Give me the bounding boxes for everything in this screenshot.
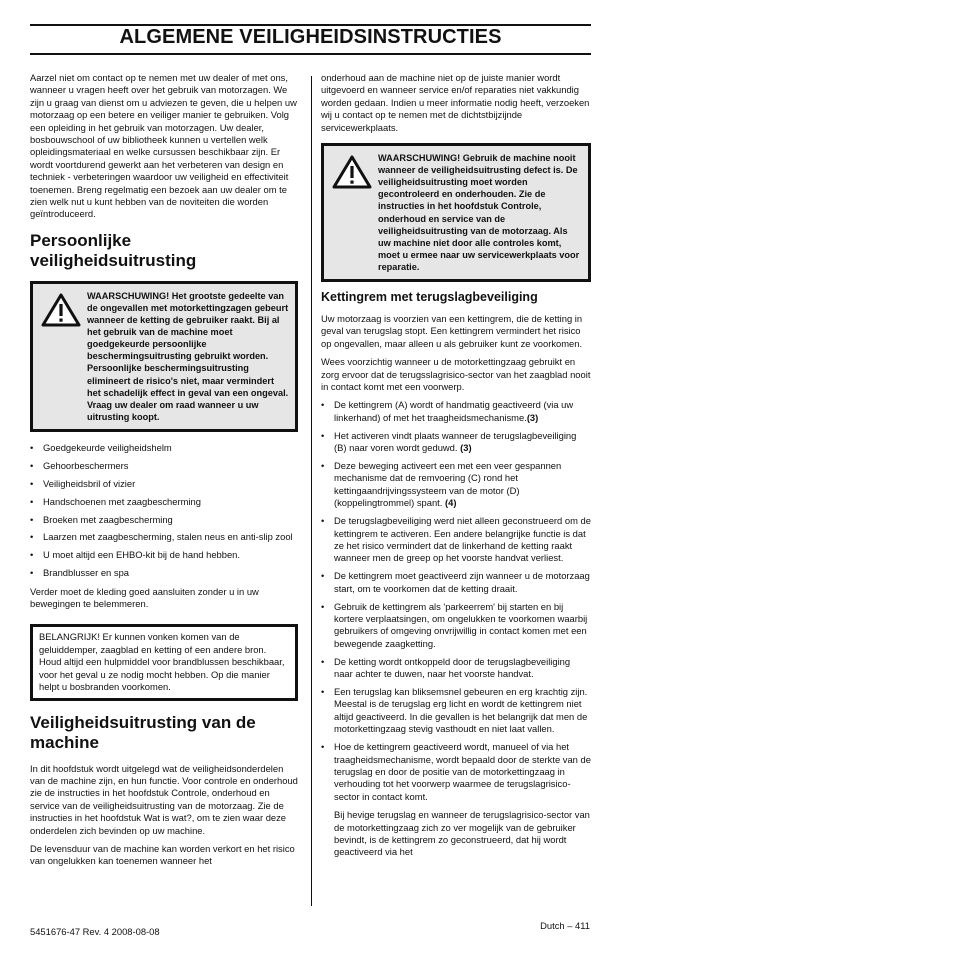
document-id: 5451676-47 Rev. 4 2008-08-08 <box>30 926 160 937</box>
machine-safety-paragraph-2: De levensduur van de machine kan worden verkort en het risico van ongelukken kan toenemen wanneer het <box>30 842 295 867</box>
maintenance-paragraph: onderhoud aan de machine niet op de juiste manier wordt uitgevoerd en wanneer service en/of reparaties niet vakkundig worden gedaan. Indien u meer informatie nodig heeft, verzoeken wij u contact op te nemen met de dichtstbijzijnde servicewerkplaats. <box>321 72 590 133</box>
header-rule-bottom <box>30 53 591 55</box>
list-item: • Gebruik de kettingrem als 'parkeerrem' bij starten en bij kortere verplaatsingen, om ongelukken te voorkomen waarbij gebruikers of omgeving onvrijwillig in contact komen met een bewegende zaagketting. <box>321 601 591 651</box>
list-item: • Laarzen met zaagbescherming, stalen neus en anti-slip zool <box>30 531 298 543</box>
warning-triangle-icon <box>332 152 378 273</box>
list-item: • De ketting wordt ontkoppeld door de terugslagbeveiliging naar achter te duwen, naar het voorste handvat. <box>321 656 591 681</box>
page-number: Dutch – 411 <box>540 920 590 931</box>
list-item: • De kettingrem moet geactiveerd zijn wanneer u de motorzaag start, om te voorkomen dat de ketting draait. <box>321 570 591 595</box>
list-item: • Deze beweging activeert een met een veer gespannen mechanisme dat de remvoering (C) rond het kettingaandrijvingssysteem van de motor (D) (koppelingtrommel) spant. (4) <box>321 460 591 510</box>
page-title: ALGEMENE VEILIGHEIDSINSTRUCTIES <box>119 26 502 48</box>
list-item: • Veiligheidsbril of vizier <box>30 478 298 490</box>
warning-text-machine: WAARSCHUWING! Gebruik de machine nooit wanneer de veiligheidsuitrusting defect is. De veiligheidsuitrusting moet worden gecontroleerd en onderhouden. Zie de instructies in het hoofdstuk Controle, onderhoud en service van de veiligheidsuitrusting van de motorzaag. Als uw machine niet door alle controles komt, moet u ermee naar uw servicewerkplaats voor reparatie. <box>378 153 580 272</box>
list-item: • Het activeren vindt plaats wanneer de terugslagbeveiliging (B) naar voren wordt geduwd. (3) <box>321 430 591 455</box>
list-item: • Een terugslag kan bliksemsnel gebeuren en erg krachtig zijn. Meestal is de terugslag erg licht en wordt de kettingrem niet altijd geactiveerd. In die gevallen is het belangrijk dat men de motorkettingzaag stevig vasthoudt en niet laat vallen. <box>321 686 591 736</box>
chain-brake-paragraph-3: Bij hevige terugslag en wanneer de terugslagrisico-sector van de motorkettingzaag zich zo ver mogelijk van de gebruiker bevindt, is de kettingrem zo geconstrueerd, dat hij wordt geactiveerd via het <box>334 809 590 858</box>
chain-brake-paragraph-2: Wees voorzichtig wanneer u de motorkettingzaag gebruikt en zorg ervoor dat de terugsslagrisico-sector van het zaagblad nooit in contact komt met een voorwerp. <box>321 356 591 392</box>
important-notice-box: BELANGRIJK! Er kunnen vonken komen van de geluiddemper, zaagblad en ketting of een andere bron. Houd altijd een hulpmiddel voor brandblussen beschikbaar, voor het geval u ze nodig mocht hebben. Op die manier helpt u bosbranden voorkomen. <box>30 624 298 700</box>
list-item: • Hoe de kettingrem geactiveerd wordt, manueel of via het traagheidsmechanisme, wordt bepaald door de sterkte van de terugslag en door de positie van de motorkettingzaag in verhouding tot het voorwerp waarmee de terugslagrisico-sector in contact komt. <box>321 741 591 803</box>
list-item: • U moet altijd een EHBO-kit bij de hand hebben. <box>30 549 298 561</box>
list-item: • Goedgekeurde veiligheidshelm <box>30 442 298 454</box>
warning-box-machine <box>321 143 591 282</box>
list-item: • Handschoenen met zaagbescherming <box>30 496 298 508</box>
section-heading-machine-safety: Veiligheidsuitrusting van de machine <box>30 712 256 752</box>
machine-safety-paragraph-1: In dit hoofdstuk wordt uitgelegd wat de veiligheidsonderdelen van de machine zijn, en hun functie. Voor controle en onderhoud zie de instructies in het hoofdstuk Controle, onderhoud en service van de veiligheidsuitrusting van de motorzaag. Zie de instructies in het hoofdstuk Wat is wat?, om te zien waar deze onderdelen zich bevinden op uw machine. <box>30 762 298 836</box>
column-divider <box>311 76 312 906</box>
list-item: • Brandblusser en spa <box>30 567 298 579</box>
chain-brake-paragraph-1: Uw motorzaag is voorzien van een kettingrem, die de ketting in geval van terugslag stopt. Een kettingrem vermindert het risico op ongevallen, maar alleen u als gebruiker kunt ze voorkomen. <box>321 312 583 349</box>
clothing-paragraph: Verder moet de kleding goed aansluiten zonder u in uw bewegingen te belemmeren. <box>30 585 259 610</box>
equipment-list <box>30 442 298 580</box>
list-item: • Broeken met zaagbescherming <box>30 514 298 526</box>
section-heading-personal-equipment: Persoonlijke veiligheidsuitrusting <box>30 230 197 270</box>
right-column <box>321 72 591 865</box>
warning-text-personal: WAARSCHUWING! Het grootste gedeelte van de ongevallen met motorkettingzagen gebeurt wanneer de ketting de gebruiker raakt. Bij al het gebruik van de machine moet goedgekeurde persoonlijke beschermingsuitrusting gebruikt worden. Persoonlijke beschermingsuitrusting elimineert de risico's niet, maar vermindert het schadelijk effect in geval van een ongeval. Vraag uw dealer om raad wanneer u uw uitrusting koopt. <box>87 290 289 422</box>
intro-paragraph: Aarzel niet om contact op te nemen met uw dealer of met ons, wanneer u vragen heeft over het gebruik van motorzagen. We zijn u graag van dienst om u adviezen te geven, die u helpen uw motorzaag op een betere en veiliger manier te gebruiken. Volg een opleiding in het gebruik van motorzagen. Uw dealer, bosbouwschool of uw bibliotheek kunnen u vertellen welk opleidingsmateriaal en welke cursussen beschikbaar zijn. Er wordt voortdurend gewerkt aan het verbeteren van design en techniek - verbeteringen waardoor uw veiligheid en effectiviteit toenemen. Breng regelmatig een bezoek aan uw dealer om te zien welk nut u kunt hebben van de noviteiten die worden geïntroduceerd. <box>30 72 297 220</box>
list-item: • De kettingrem (A) wordt of handmatig geactiveerd (via uw linkerhand) of met het traagheidsmechanisme.(3) <box>321 399 591 424</box>
list-item: • Gehoorbeschermers <box>30 460 298 472</box>
chain-brake-list <box>321 399 591 803</box>
section-heading-chain-brake: Kettingrem met terugslagbeveiliging <box>321 289 538 304</box>
warning-triangle-icon <box>41 290 87 423</box>
list-item: • De terugslagbeveiliging werd niet alleen geconstrueerd om de kettingrem te activeren. Een andere belangrijke functie is dat ze het risico vermindert dat de linkerhand de ketting raakt wanneer men de greep op het voorste handvat verliest. <box>321 515 591 565</box>
warning-box-personal <box>30 281 298 432</box>
left-column <box>30 72 298 874</box>
